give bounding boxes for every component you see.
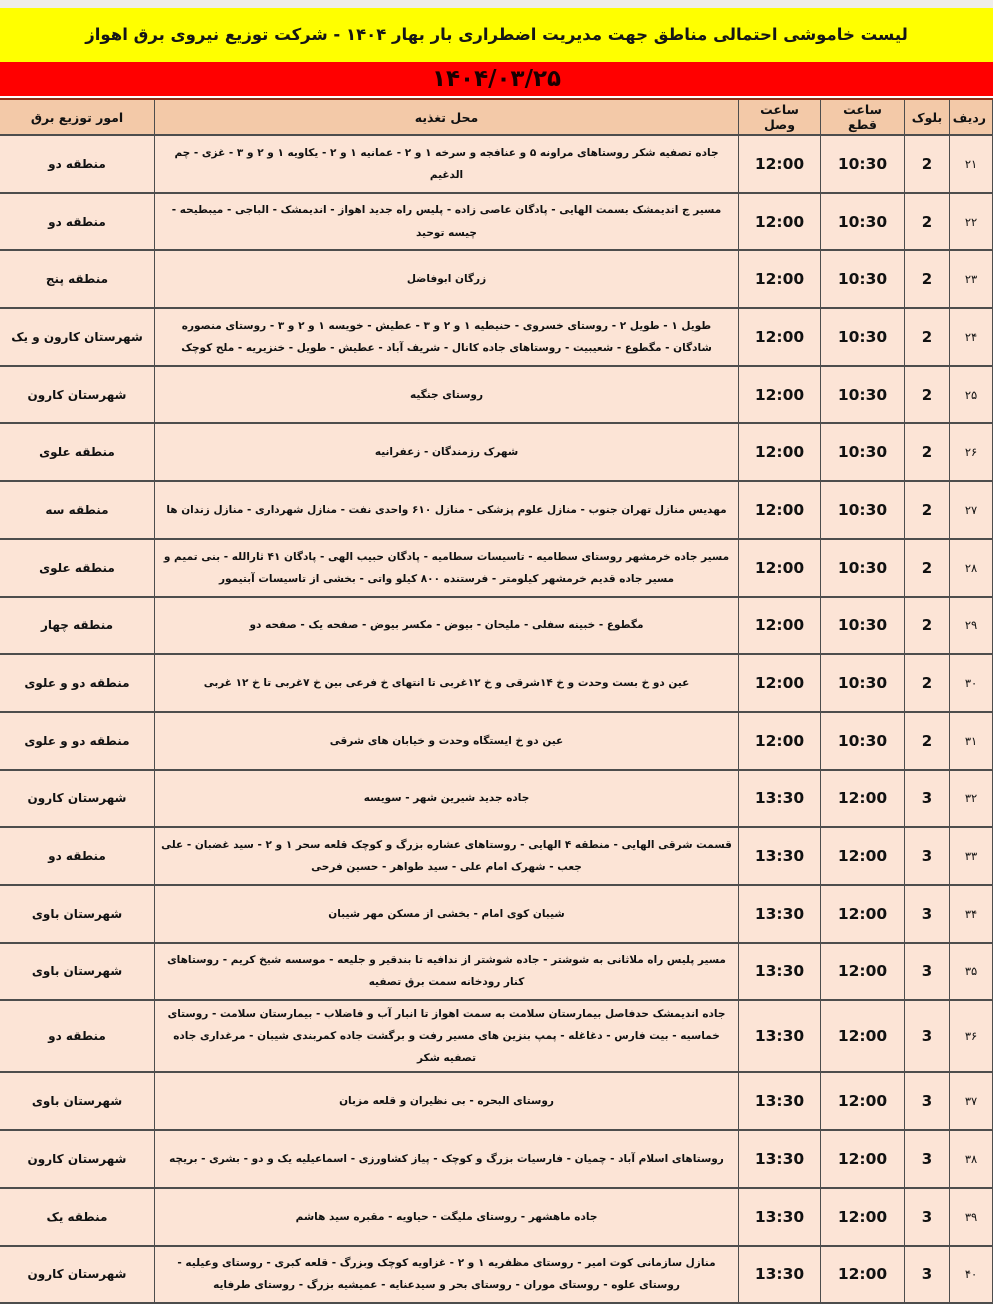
cell-row-number: ۳۸ bbox=[950, 1130, 993, 1188]
cell-feed-location: روستای البحره - بی نظیران و قلعه مزبان bbox=[155, 1072, 739, 1130]
cell-reconnect-time: 13:30 bbox=[739, 1000, 821, 1072]
cell-reconnect-time: 12:00 bbox=[739, 308, 821, 366]
table-row bbox=[0, 827, 993, 885]
cell-block: 3 bbox=[905, 1000, 950, 1072]
cell-row-number: ۲۱ bbox=[950, 135, 993, 193]
cell-distribution-area: منطقه دو bbox=[0, 827, 155, 885]
cell-cut-time: 10:30 bbox=[821, 250, 905, 308]
cell-cut-time: 12:00 bbox=[821, 885, 905, 943]
cell-row-number: ۳۵ bbox=[950, 943, 993, 1001]
cell-cut-time: 10:30 bbox=[821, 597, 905, 655]
table-row bbox=[0, 423, 993, 481]
cell-block: 2 bbox=[905, 597, 950, 655]
cell-distribution-area: منطقه پنج bbox=[0, 250, 155, 308]
table-row bbox=[0, 1246, 993, 1304]
cell-reconnect-time: 12:00 bbox=[739, 597, 821, 655]
cell-block: 3 bbox=[905, 1072, 950, 1130]
cell-reconnect-time: 13:30 bbox=[739, 770, 821, 828]
cell-cut-time: 10:30 bbox=[821, 539, 905, 597]
cell-distribution-area: شهرستان کارون و یک bbox=[0, 308, 155, 366]
cell-reconnect-time: 12:00 bbox=[739, 135, 821, 193]
cell-reconnect-time: 12:00 bbox=[739, 250, 821, 308]
cell-reconnect-time: 13:30 bbox=[739, 943, 821, 1001]
cell-reconnect-time: 12:00 bbox=[739, 366, 821, 424]
cell-row-number: ۲۸ bbox=[950, 539, 993, 597]
table-row bbox=[0, 1130, 993, 1188]
cell-block: 2 bbox=[905, 250, 950, 308]
cell-distribution-area: شهرستان کارون bbox=[0, 1130, 155, 1188]
page-title: لیست خاموشی احتمالی مناطق جهت مدیریت اضطراری بار بهار ۱۴۰۴ - شرکت توزیع نیروی برق اهواز bbox=[85, 25, 908, 45]
cell-reconnect-time: 13:30 bbox=[739, 885, 821, 943]
outage-table-body bbox=[0, 135, 993, 1303]
cell-distribution-area: شهرستان باوی bbox=[0, 943, 155, 1001]
cell-cut-time: 12:00 bbox=[821, 1130, 905, 1188]
cell-reconnect-time: 12:00 bbox=[739, 712, 821, 770]
col-header-block: بلوک bbox=[905, 99, 950, 135]
cell-distribution-area: منطقه چهار bbox=[0, 597, 155, 655]
cell-feed-location: مسیر ج اندیمشک بسمت الهایی - پادگان عاصی زاده - پلیس راه جدید اهواز - اندیمشک - الباجی - میبطیحه - چیسه توحید bbox=[155, 193, 739, 251]
cell-row-number: ۲۹ bbox=[950, 597, 993, 655]
cell-reconnect-time: 13:30 bbox=[739, 1072, 821, 1130]
cell-reconnect-time: 13:30 bbox=[739, 827, 821, 885]
cell-feed-location: مهدیس منازل تهران جنوب - منازل علوم پزشکی - منازل ۶۱۰ واحدی نفت - منازل شهرداری - منازل زندان ها bbox=[155, 481, 739, 539]
cell-feed-location: عین دو خ ایستگاه وحدت و خیابان های شرقی bbox=[155, 712, 739, 770]
col-header-cut-time: ساعت قطع bbox=[821, 99, 905, 135]
cell-block: 2 bbox=[905, 423, 950, 481]
cell-distribution-area: شهرستان باوی bbox=[0, 885, 155, 943]
cell-block: 2 bbox=[905, 539, 950, 597]
cell-cut-time: 12:00 bbox=[821, 1000, 905, 1072]
cell-feed-location: مسیر پلیس راه ملاثانی به شوشتر - جاده شوشتر از ندافیه تا بندقیر و جلیعه - موسسه شیخ کریم - روستاهای کنار رودخانه سمت برق تصفیه bbox=[155, 943, 739, 1001]
table-row bbox=[0, 539, 993, 597]
cell-cut-time: 12:00 bbox=[821, 1072, 905, 1130]
cell-distribution-area: شهرستان باوی bbox=[0, 1072, 155, 1130]
table-row bbox=[0, 943, 993, 1001]
table-row bbox=[0, 193, 993, 251]
col-header-distribution-area: امور توزیع برق bbox=[0, 99, 155, 135]
cell-feed-location: مگطوع - خبینه سفلی - ملیحان - بیوض - مکسر بیوض - صفحه یک - صفحه دو bbox=[155, 597, 739, 655]
cell-row-number: ۲۷ bbox=[950, 481, 993, 539]
cell-reconnect-time: 12:00 bbox=[739, 193, 821, 251]
cell-distribution-area: منطقه دو و علوی bbox=[0, 712, 155, 770]
cell-block: 3 bbox=[905, 885, 950, 943]
cell-block: 2 bbox=[905, 308, 950, 366]
cell-distribution-area: منطقه علوی bbox=[0, 423, 155, 481]
cell-block: 2 bbox=[905, 193, 950, 251]
table-row bbox=[0, 250, 993, 308]
cell-feed-location: جاده ماهشهر - روستای ملیگت - حیاویه - مقبره سید هاشم bbox=[155, 1188, 739, 1246]
cell-reconnect-time: 12:00 bbox=[739, 539, 821, 597]
cell-reconnect-time: 12:00 bbox=[739, 481, 821, 539]
cell-block: 3 bbox=[905, 943, 950, 1001]
cell-distribution-area: منطقه علوی bbox=[0, 539, 155, 597]
cell-cut-time: 12:00 bbox=[821, 1246, 905, 1304]
table-row bbox=[0, 1072, 993, 1130]
table-row bbox=[0, 366, 993, 424]
outage-table-header bbox=[0, 99, 993, 135]
cell-cut-time: 12:00 bbox=[821, 1188, 905, 1246]
cell-distribution-area: منطقه دو bbox=[0, 193, 155, 251]
cell-feed-location: زرگان ابوفاضل bbox=[155, 250, 739, 308]
cell-row-number: ۳۰ bbox=[950, 654, 993, 712]
table-row bbox=[0, 597, 993, 655]
cell-reconnect-time: 13:30 bbox=[739, 1246, 821, 1304]
cell-feed-location: روستاهای اسلام آباد - چمیان - فارسیات بزرگ و کوچک - پیاز کشاورزی - اسماعیلیه یک و دو - بشری - بریچه bbox=[155, 1130, 739, 1188]
table-row bbox=[0, 654, 993, 712]
cell-reconnect-time: 13:30 bbox=[739, 1130, 821, 1188]
cell-cut-time: 10:30 bbox=[821, 654, 905, 712]
cell-cut-time: 10:30 bbox=[821, 135, 905, 193]
cell-row-number: ۲۵ bbox=[950, 366, 993, 424]
cell-feed-location: مسیر جاده خرمشهر روستای سطامیه - تاسیسات سطامیه - پادگان حبیب الهی - پادگان ۴۱ ثارالله - بنی تمیم و مسیر جاده قدیم خرمشهر کیلومتر - فرستنده ۸۰۰ کیلو واتی - بخشی از تاسیسات آبتیمور bbox=[155, 539, 739, 597]
cell-cut-time: 10:30 bbox=[821, 366, 905, 424]
table-row bbox=[0, 481, 993, 539]
cell-block: 3 bbox=[905, 1130, 950, 1188]
cell-block: 3 bbox=[905, 770, 950, 828]
cell-row-number: ۳۴ bbox=[950, 885, 993, 943]
col-header-reconnect-time: ساعت وصل bbox=[739, 99, 821, 135]
cell-row-number: ۳۹ bbox=[950, 1188, 993, 1246]
table-row bbox=[0, 885, 993, 943]
cell-feed-location: عین دو خ بست وحدت و خ ۱۴شرقی و خ ۱۲غربی تا انتهای خ فرعی بین خ ۷غربی تا خ ۱۲ غربی bbox=[155, 654, 739, 712]
cell-distribution-area: شهرستان کارون bbox=[0, 366, 155, 424]
header-row bbox=[0, 99, 993, 135]
cell-distribution-area: منطقه یک bbox=[0, 1188, 155, 1246]
cell-row-number: ۳۳ bbox=[950, 827, 993, 885]
date-banner bbox=[0, 62, 993, 98]
cell-cut-time: 12:00 bbox=[821, 827, 905, 885]
cell-block: 3 bbox=[905, 1188, 950, 1246]
cell-row-number: ۲۲ bbox=[950, 193, 993, 251]
cell-block: 3 bbox=[905, 827, 950, 885]
cell-row-number: ۳۶ bbox=[950, 1000, 993, 1072]
top-strip bbox=[0, 0, 993, 8]
cell-feed-location: روستای جنگیه bbox=[155, 366, 739, 424]
cell-row-number: ۲۳ bbox=[950, 250, 993, 308]
cell-row-number: ۳۱ bbox=[950, 712, 993, 770]
cell-block: 2 bbox=[905, 712, 950, 770]
cell-distribution-area: شهرستان کارون bbox=[0, 1246, 155, 1304]
table-row bbox=[0, 135, 993, 193]
cell-feed-location: طویل ۱ - طویل ۲ - روستای خسروی - حنیطیه ۱ و ۲ و ۳ - عطیش - خویسه ۱ و ۲ و ۳ - روستای منصوره شادگان - مگطوع - شعیبیت - روستاهای جاده کانال - شریف آباد - عطیش - طویل - خنزیریه - ملح کوچک bbox=[155, 308, 739, 366]
cell-block: 2 bbox=[905, 366, 950, 424]
table-row bbox=[0, 308, 993, 366]
cell-reconnect-time: 13:30 bbox=[739, 1188, 821, 1246]
cell-row-number: ۲۶ bbox=[950, 423, 993, 481]
cell-feed-location: قسمت شرقی الهایی - منطقه ۴ الهایی - روستاهای عشاره بزرگ و کوچک قلعه سحر ۱ و ۲ - سید غضبان - علی جعب - شهرک امام علی - سید طواهر - حسین فرحی bbox=[155, 827, 739, 885]
cell-block: 2 bbox=[905, 135, 950, 193]
cell-cut-time: 10:30 bbox=[821, 481, 905, 539]
cell-feed-location: جاده تصفیه شکر روستاهای مراونه ۵ و عنافجه و سرخه ۱ و ۲ - عمانیه ۱ و ۲ - یکاویه ۱ و ۲ و ۳ - غزی - چم الدغیم bbox=[155, 135, 739, 193]
table-row bbox=[0, 770, 993, 828]
cell-feed-location: جاده جدید شیرین شهر - سویسه bbox=[155, 770, 739, 828]
cell-cut-time: 10:30 bbox=[821, 712, 905, 770]
cell-row-number: ۴۰ bbox=[950, 1246, 993, 1304]
outage-table bbox=[0, 98, 993, 1304]
cell-feed-location: شهرک رزمندگان - زعفرانیه bbox=[155, 423, 739, 481]
table-row bbox=[0, 1188, 993, 1246]
col-header-row-number: ردیف bbox=[950, 99, 993, 135]
cell-feed-location: شیبان کوی امام - بخشی از مسکن مهر شیبان bbox=[155, 885, 739, 943]
cell-cut-time: 12:00 bbox=[821, 770, 905, 828]
cell-cut-time: 10:30 bbox=[821, 193, 905, 251]
cell-feed-location: منازل سازمانی کوت امیر - روستای مظفریه ۱ و ۲ - غزاویه کوچک وبزرگ - قلعه کبری - روستای وعیلیه - روستای علوه - روستای موران - روستای بحر و سیدعنایه - عمیشیه بزرگ - روستای طرفایه bbox=[155, 1246, 739, 1304]
title-banner bbox=[0, 8, 993, 62]
cell-distribution-area: شهرستان کارون bbox=[0, 770, 155, 828]
cell-distribution-area: منطقه سه bbox=[0, 481, 155, 539]
date-text: ۱۴۰۴/۰۳/۲۵ bbox=[431, 66, 562, 92]
cell-reconnect-time: 12:00 bbox=[739, 654, 821, 712]
cell-row-number: ۳۲ bbox=[950, 770, 993, 828]
cell-row-number: ۲۴ bbox=[950, 308, 993, 366]
cell-row-number: ۳۷ bbox=[950, 1072, 993, 1130]
cell-reconnect-time: 12:00 bbox=[739, 423, 821, 481]
cell-distribution-area: منطقه دو bbox=[0, 1000, 155, 1072]
cell-distribution-area: منطقه دو و علوی bbox=[0, 654, 155, 712]
table-row bbox=[0, 712, 993, 770]
cell-block: 2 bbox=[905, 481, 950, 539]
cell-cut-time: 10:30 bbox=[821, 423, 905, 481]
cell-block: 3 bbox=[905, 1246, 950, 1304]
cell-feed-location: جاده اندیمشک حدفاصل بیمارستان سلامت به سمت اهواز تا انبار آب و فاضلاب - بیمارستان سلامت - روستای خماسیه - بیت فارس - دغاغله - پمپ بنزین های مسیر رفت و برگشت جاده کمربندی شیبان - مرغداری جاده تصفیه شکر bbox=[155, 1000, 739, 1072]
cell-distribution-area: منطقه دو bbox=[0, 135, 155, 193]
cell-cut-time: 12:00 bbox=[821, 943, 905, 1001]
cell-block: 2 bbox=[905, 654, 950, 712]
cell-cut-time: 10:30 bbox=[821, 308, 905, 366]
table-row bbox=[0, 1000, 993, 1072]
col-header-feed-location: محل تغذیه bbox=[155, 99, 739, 135]
